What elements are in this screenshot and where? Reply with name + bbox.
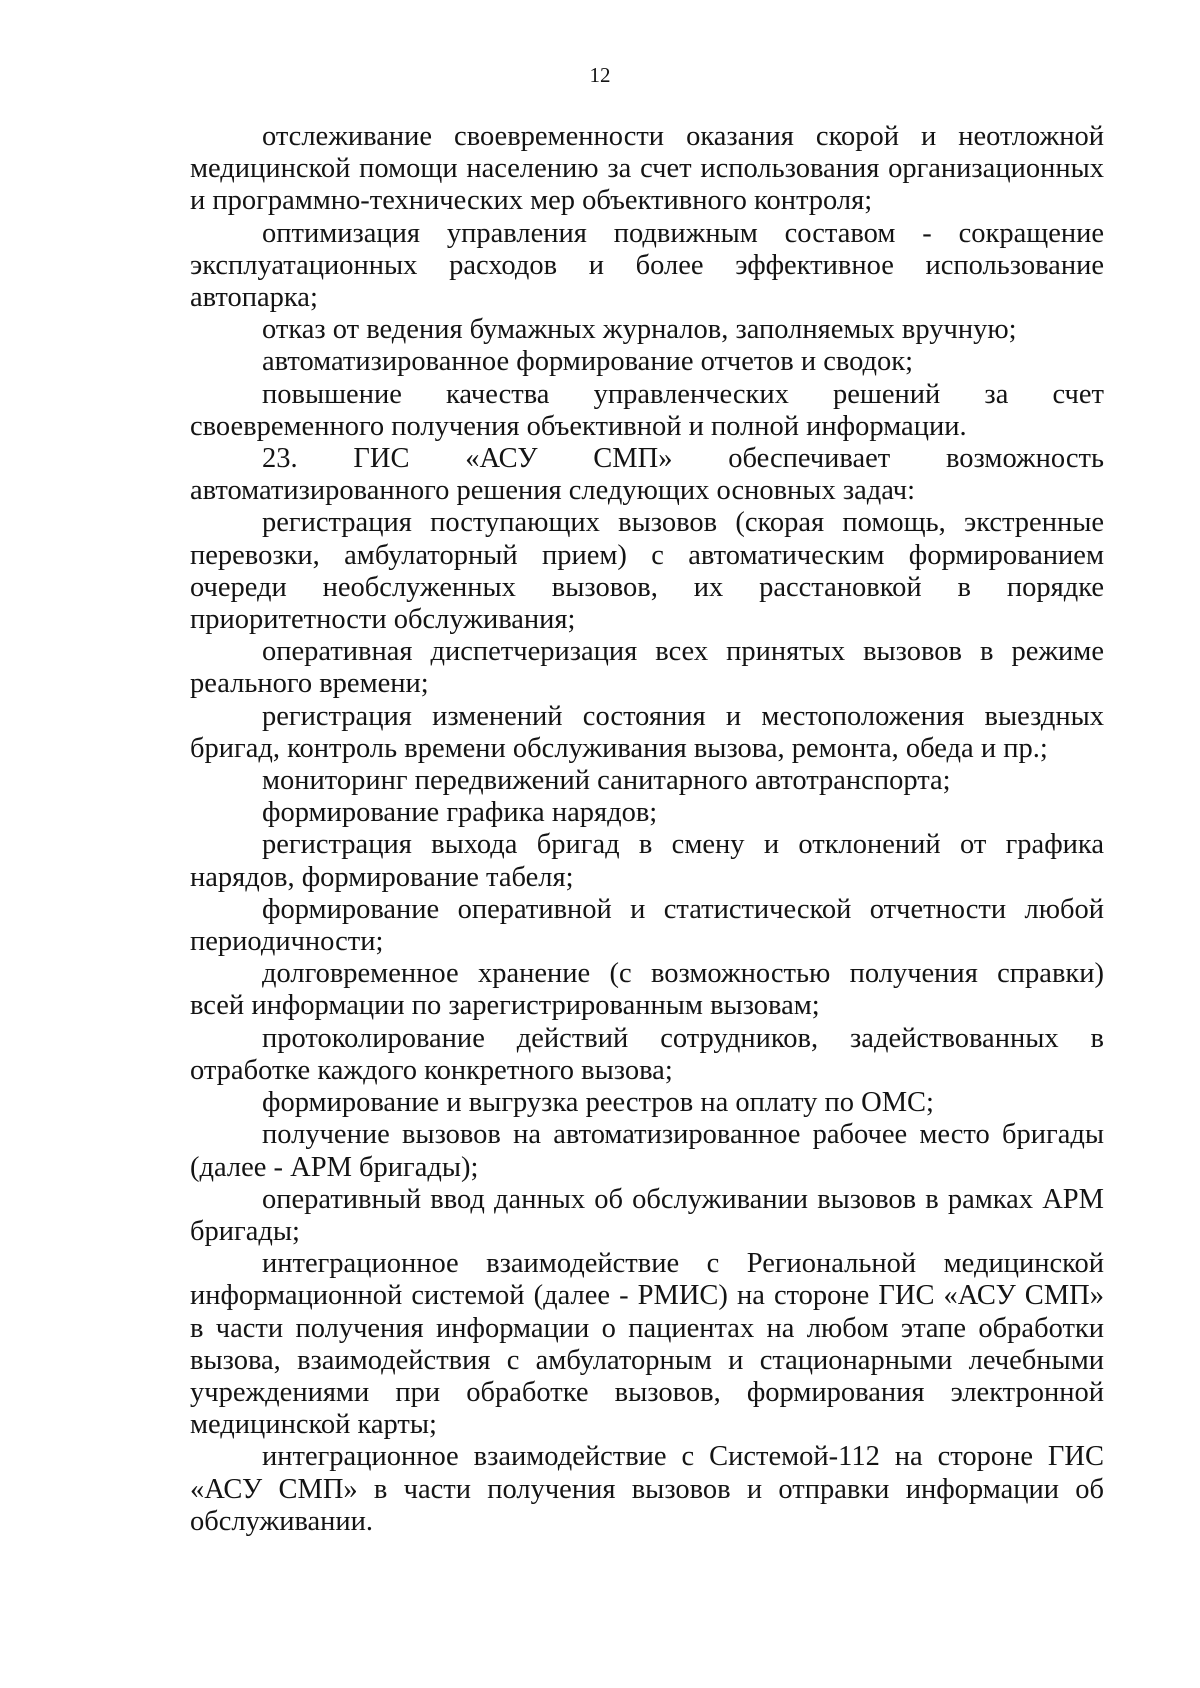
paragraph-17: получение вызовов на автоматизированное рабочее место бригады (далее - АРМ бригады); — [190, 1119, 1104, 1183]
paragraph-14: долговременное хранение (с возможностью получения справки) всей информации по зарегистрированным вызовам; — [190, 958, 1104, 1022]
page-number: 12 — [589, 63, 611, 87]
paragraph-20: интеграционное взаимодействие с Системой-112 на стороне ГИС «АСУ СМП» в части получения вызовов и отправки информации об обслуживании. — [190, 1441, 1104, 1537]
paragraph-12: регистрация выхода бригад в смену и отклонений от графика нарядов, формирование табеля; — [190, 829, 1104, 893]
paragraph-16: формирование и выгрузка реестров на оплату по ОМС; — [262, 1087, 934, 1119]
paragraph-6: 23. ГИС «АСУ СМП» обеспечивает возможность автоматизированного решения следующих основных задач: — [190, 443, 1104, 507]
paragraph-19: интеграционное взаимодействие с Региональной медицинской информационной системой (далее - РМИС) на стороне ГИС «АСУ СМП» в части получения информации о пациентах на любом этапе обработки вызова, взаимодействия с амбулаторным и стационарными лечебными учреждениями при обработке вызовов, формирования электронной медицинской карты; — [190, 1248, 1104, 1441]
paragraph-5: повышение качества управленческих решений за счет своевременного получения объективной и полной информации. — [190, 378, 1104, 442]
paragraph-3: отказ от ведения бумажных журналов, заполняемых вручную; — [262, 314, 1017, 346]
paragraph-18: оперативный ввод данных об обслуживании вызовов в рамках АРМ бригады; — [190, 1183, 1104, 1247]
document-body — [190, 121, 1104, 1538]
paragraph-1: отслеживание своевременности оказания скорой и неотложной медицинской помощи населению за счет использования организационных и программно-технических мер объективного контроля; — [190, 121, 1104, 217]
paragraph-10: мониторинг передвижений санитарного автотранспорта; — [262, 765, 951, 797]
paragraph-4: автоматизированное формирование отчетов и сводок; — [262, 346, 914, 378]
paragraph-11: формирование графика нарядов; — [262, 797, 658, 829]
paragraph-2: оптимизация управления подвижным составом - сокращение эксплуатационных расходов и более эффективное использование автопарка; — [190, 217, 1104, 314]
paragraph-13: формирование оперативной и статистической отчетности любой периодичности; — [190, 893, 1104, 958]
paragraph-8: оперативная диспетчеризация всех принятых вызовов в режиме реального времени; — [190, 636, 1104, 700]
paragraph-15: протоколирование действий сотрудников, задействованных в отработке каждого конкретного вызова; — [190, 1022, 1104, 1086]
paragraph-7: регистрация поступающих вызовов (скорая помощь, экстренные перевозки, амбулаторный прием) с автоматическим формированием очереди необслуженных вызовов, их расстановкой в порядке приоритетности обслуживания; — [190, 507, 1104, 636]
paragraph-9: регистрация изменений состояния и местоположения выездных бригад, контроль времени обслуживания вызова, ремонта, обеда и пр.; — [190, 700, 1104, 764]
